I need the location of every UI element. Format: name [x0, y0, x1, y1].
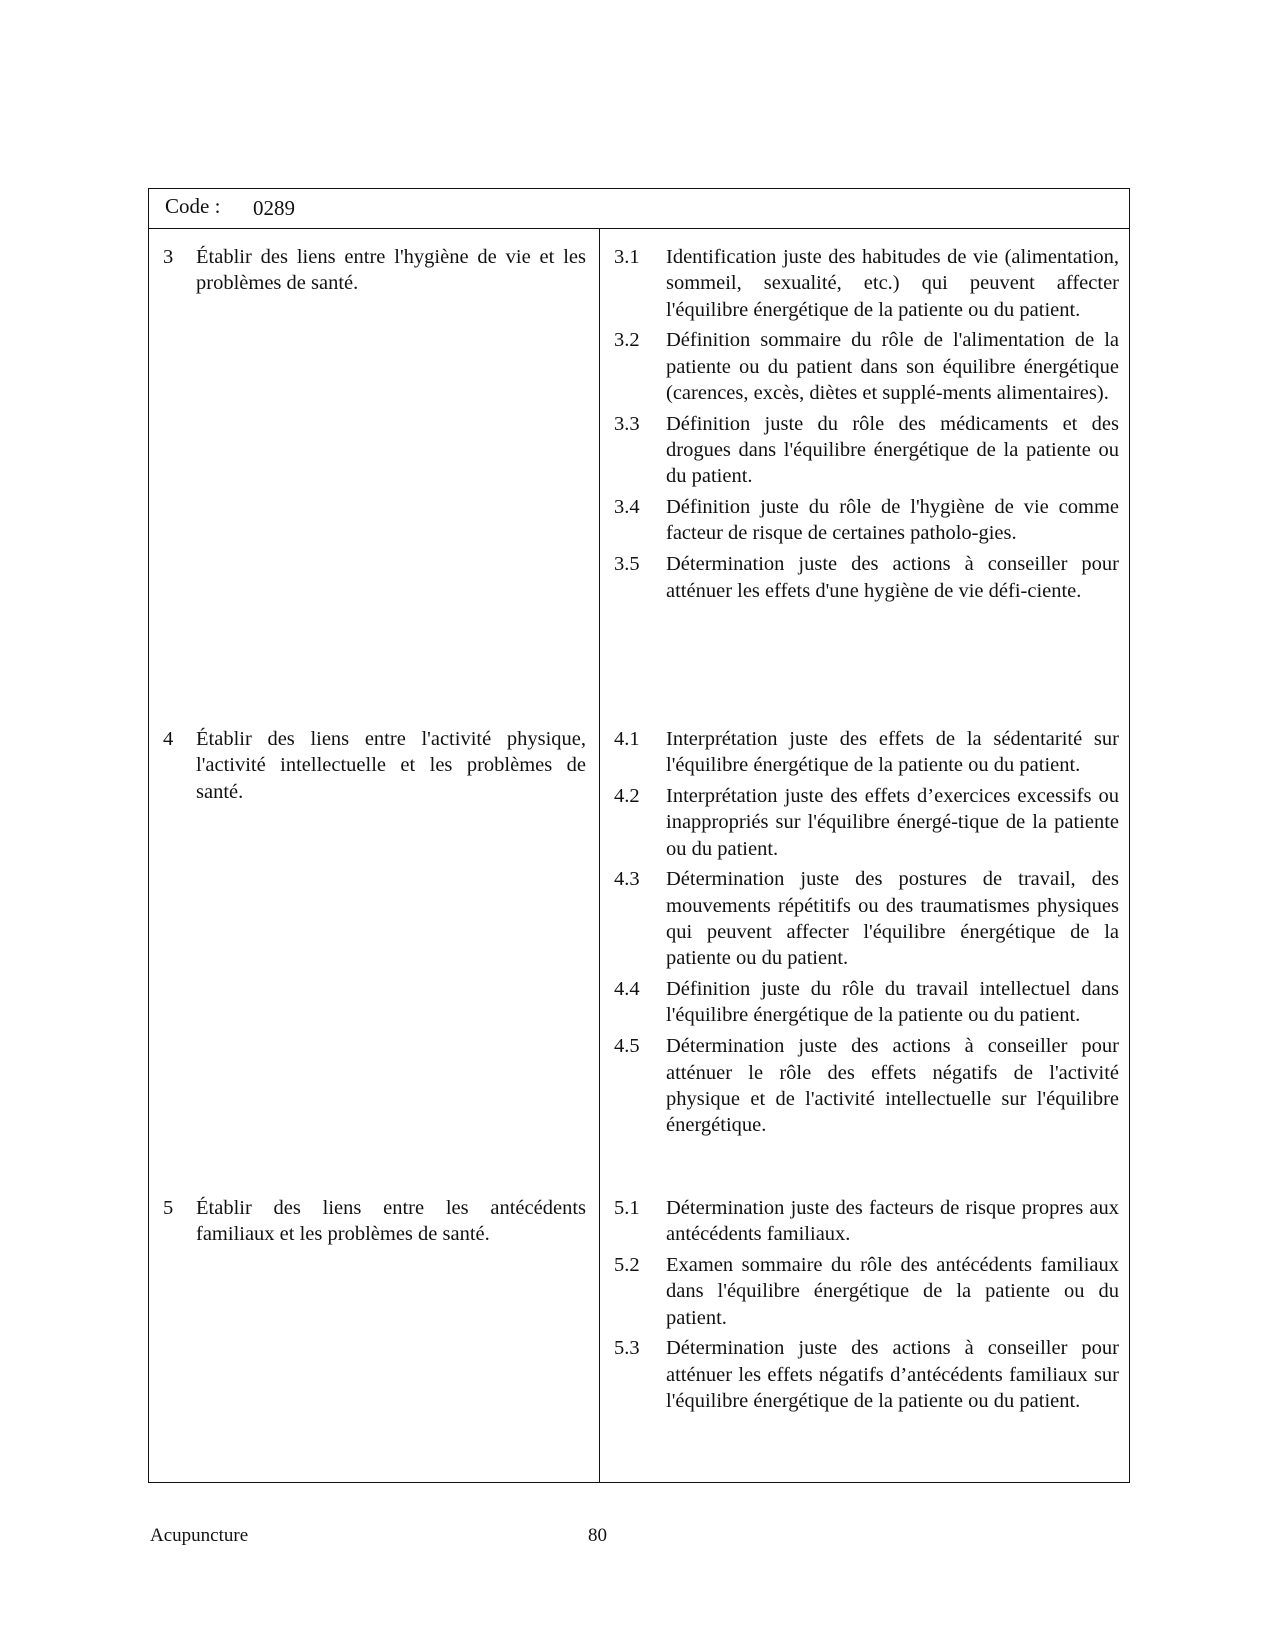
criterion-number: 3.1	[614, 246, 640, 268]
criterion-number: 4.5	[614, 1035, 640, 1058]
criterion-5-1	[614, 1195, 1119, 1248]
criteria-group-5	[614, 1195, 1119, 1419]
criterion-text: Détermination juste des actions à conseiller pour atténuer le rôle des effets négatifs de l'activité physique et de l'activité intellectuelle sur l'équilibre énergétique.	[666, 1035, 1119, 1137]
criterion-3-2	[614, 327, 1119, 406]
criterion-number: 4.3	[614, 868, 640, 891]
competency-table	[148, 188, 1130, 1483]
objective-number: 4	[163, 728, 174, 750]
criterion-3-5	[614, 551, 1119, 604]
criterion-4-1	[614, 726, 1119, 779]
objective-text: Établir des liens entre les antécédents familiaux et les problèmes de santé.	[196, 1197, 586, 1246]
criterion-4-4	[614, 976, 1119, 1029]
criterion-number: 5.3	[614, 1337, 640, 1360]
objective-text: Établir des liens entre l'activité physique, l'activité intellectuelle et les problèmes de santé.	[196, 728, 586, 803]
criterion-number: 3.2	[614, 329, 640, 352]
criterion-4-3	[614, 866, 1119, 971]
criterion-text: Interprétation juste des effets d’exercices excessifs ou inappropriés sur l'équilibre énergé-tique de la patiente ou du patient.	[666, 785, 1119, 860]
criterion-number: 4.2	[614, 785, 640, 808]
column-divider	[599, 228, 600, 1482]
criterion-number: 3.5	[614, 553, 640, 576]
criterion-number: 3.3	[614, 412, 640, 435]
criterion-5-3	[614, 1335, 1119, 1414]
criterion-text: Définition juste du rôle des médicaments et des drogues dans l'équilibre énergétique de la patiente ou du patient.	[666, 412, 1119, 488]
criterion-text: Définition sommaire du rôle de l'alimentation de la patiente ou du patient dans son équilibre énergétique (carences, excès, diètes et supplé-ments alimentaires).	[666, 329, 1119, 404]
criterion-3-3	[614, 411, 1119, 490]
criterion-text: Détermination juste des facteurs de risque propres aux antécédents familiaux.	[666, 1197, 1119, 1246]
criterion-text: Examen sommaire du rôle des antécédents familiaux dans l'équilibre énergétique de la patiente ou du patient.	[666, 1254, 1119, 1329]
footer-program: Acupuncture	[150, 1525, 249, 1546]
criterion-number: 4.1	[614, 728, 640, 750]
criterion-text: Détermination juste des actions à conseiller pour atténuer les effets négatifs d’antécédents familiaux sur l'équilibre énergétique de la patiente ou du patient.	[666, 1337, 1119, 1413]
criterion-4-5	[614, 1033, 1119, 1138]
criterion-number: 5.2	[614, 1254, 640, 1277]
code-label: Code :	[165, 194, 221, 218]
criteria-group-3	[614, 244, 1119, 608]
criterion-4-2	[614, 783, 1119, 862]
criterion-text: Identification juste des habitudes de vie (alimentation, sommeil, sexualité, etc.) qui peuvent affecter l'équilibre énergétique de la patiente ou du patient.	[666, 246, 1119, 321]
criterion-3-1	[614, 244, 1119, 323]
criterion-text: Définition juste du rôle de l'hygiène de vie comme facteur de risque de certaines patholo-gies.	[666, 496, 1119, 545]
code-value: 0289	[253, 196, 295, 220]
criterion-3-4	[614, 494, 1119, 547]
criterion-number: 3.4	[614, 496, 640, 519]
criterion-text: Interprétation juste des effets de la sédentarité sur l'équilibre énergétique de la patiente ou du patient.	[666, 728, 1119, 777]
criteria-group-4	[614, 726, 1119, 1143]
objective-text: Établir des liens entre l'hygiène de vie et les problèmes de santé.	[196, 246, 586, 295]
criterion-5-2	[614, 1252, 1119, 1331]
code-row	[149, 189, 1129, 229]
objective-number: 3	[163, 246, 174, 268]
criterion-text: Détermination juste des postures de travail, des mouvements répétitifs ou des traumatismes physiques qui peuvent affecter l'équilibre énergétique de la patiente ou du patient.	[666, 868, 1119, 970]
footer-page-number: 80	[588, 1525, 607, 1546]
criterion-text: Définition juste du rôle du travail intellectuel dans l'équilibre énergétique de la patiente ou du patient.	[666, 978, 1119, 1027]
objective-number: 5	[163, 1197, 174, 1219]
criterion-number: 4.4	[614, 978, 640, 1001]
criterion-number: 5.1	[614, 1197, 640, 1219]
criterion-text: Détermination juste des actions à conseiller pour atténuer les effets d'une hygiène de vie défi-ciente.	[666, 553, 1119, 602]
